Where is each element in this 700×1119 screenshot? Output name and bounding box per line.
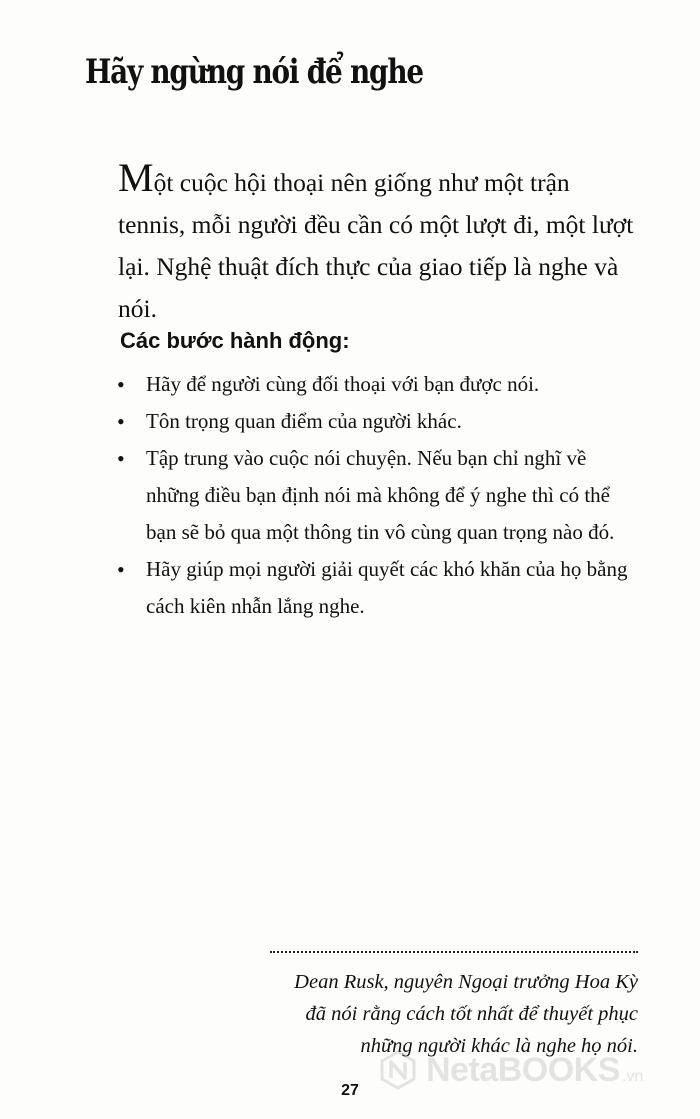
intro-text: ột cuộc hội thoại nên giống như một trận tennis, mỗi người đều cần có một lượt đi, một lượt lại. Nghệ thuật đích thực của giao tiếp là nghe và nói. xyxy=(118,168,634,323)
list-item xyxy=(117,403,637,440)
watermark-text: NetaBOOKS xyxy=(426,1050,620,1089)
list-item-text: Tôn trọng quan điểm của người khác. xyxy=(146,409,462,433)
list-item xyxy=(117,366,637,403)
dotted-divider xyxy=(270,951,638,953)
page-number: 27 xyxy=(341,1082,359,1099)
bullet-icon: • xyxy=(117,409,125,434)
list-item-text: Hãy để người cùng đối thoại với bạn được nói. xyxy=(146,372,540,396)
bullet-icon: • xyxy=(117,372,125,397)
quote-line: Dean Rusk, nguyên Ngoại trưởng Hoa Kỳ xyxy=(294,971,638,993)
quote-line: những người khác là nghe họ nói. xyxy=(360,1035,638,1057)
intro-paragraph xyxy=(118,155,638,330)
action-steps-list xyxy=(117,366,637,625)
page-title: Hãy ngừng nói để nghe xyxy=(85,52,423,92)
bullet-icon: • xyxy=(117,446,125,471)
list-item-text: Hãy giúp mọi người giải quyết các khó khăn của họ bằng cách kiên nhẫn lắng nghe. xyxy=(146,557,628,618)
watermark-suffix: .vn xyxy=(621,1068,644,1085)
drop-cap: M xyxy=(118,155,154,200)
list-item xyxy=(117,440,637,551)
list-item xyxy=(117,551,637,625)
quote-line: đã nói rằng cách tốt nhất để thuyết phục xyxy=(305,1003,638,1025)
action-steps-heading: Các bước hành động: xyxy=(120,328,350,353)
list-item-text: Tập trung vào cuộc nói chuyện. Nếu bạn chỉ nghĩ về những điều bạn định nói mà không để ý nghe thì có thể bạn sẽ bỏ qua một thông tin vô cùng quan trọng nào đó. xyxy=(146,446,615,544)
quote-block xyxy=(238,966,638,1062)
bullet-icon: • xyxy=(117,557,125,582)
